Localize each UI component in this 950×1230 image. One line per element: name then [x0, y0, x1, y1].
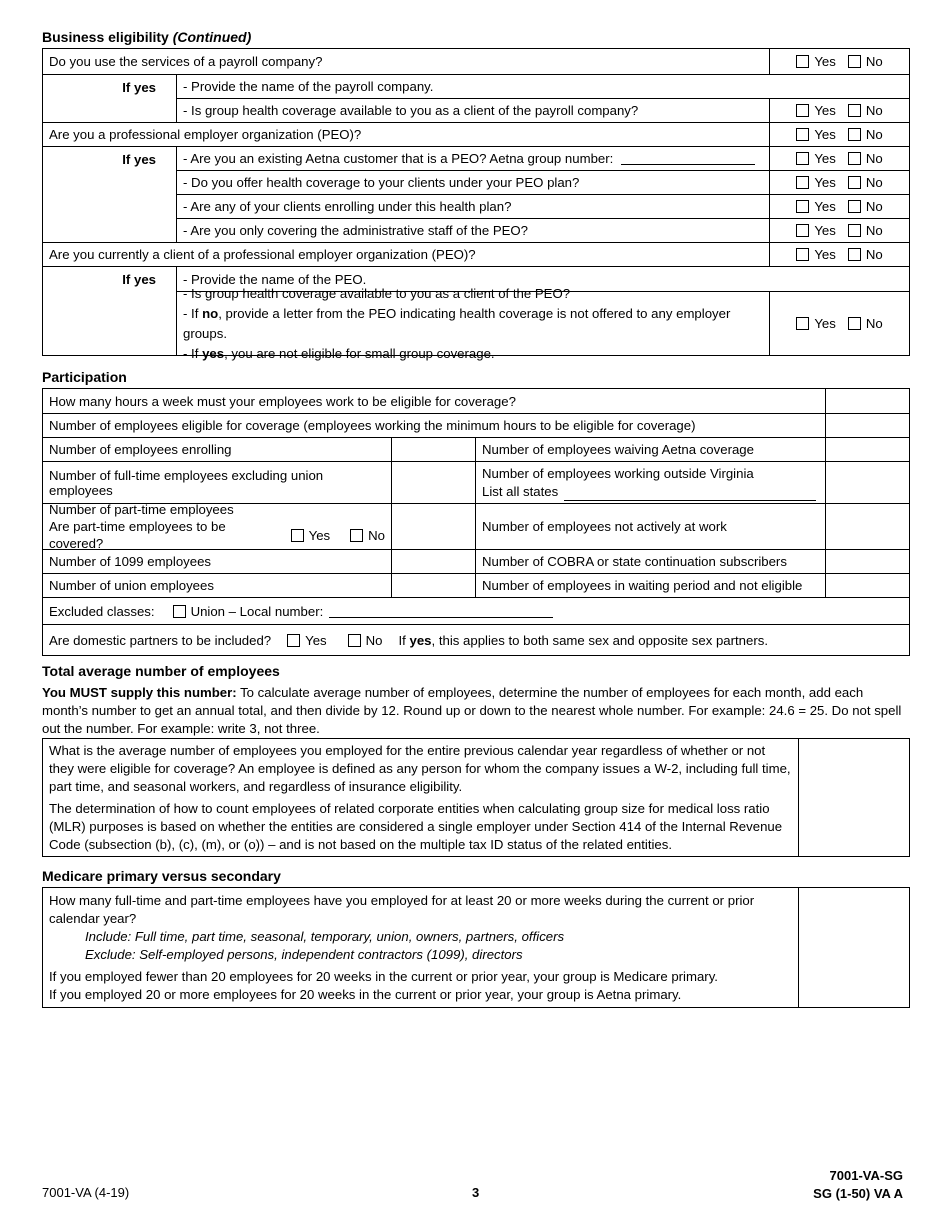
parttime-input[interactable] [392, 504, 476, 550]
footer-form-code: 7001-VA-SG SG (1-50) VA A [813, 1168, 903, 1201]
peo-no-checkbox[interactable] [848, 128, 861, 141]
not-active-input[interactable] [826, 504, 910, 550]
client-group-no-checkbox[interactable] [848, 317, 861, 330]
peo-name-field[interactable]: - Provide the name of the PEO. [177, 267, 910, 292]
parttime-no-checkbox[interactable] [350, 529, 363, 542]
peo-existing-no-checkbox[interactable] [848, 152, 861, 165]
client-yes-checkbox[interactable] [796, 248, 809, 261]
client-group-yes-checkbox[interactable] [796, 317, 809, 330]
states-input[interactable] [564, 488, 816, 501]
peo-existing-yes-checkbox[interactable] [796, 152, 809, 165]
payroll-yes-checkbox[interactable] [796, 55, 809, 68]
waiting-input[interactable] [826, 574, 910, 598]
q-client: Are you currently a client of a professional employer organization (PEO)? [43, 243, 770, 267]
medicare-employees-input[interactable] [799, 888, 910, 1008]
footer-page-number: 3 [472, 1185, 480, 1200]
total-title: Total average number of employees [42, 663, 280, 679]
footer-form-number: 7001-VA (4-19) [42, 1185, 130, 1200]
q-peo: Are you a professional employer organization (PEO)? [43, 123, 770, 147]
payroll-if-yes: If yes [43, 75, 177, 123]
fulltime-input[interactable] [392, 462, 476, 504]
peo-clients-no-checkbox[interactable] [848, 200, 861, 213]
outside-input[interactable] [826, 462, 910, 504]
payroll-no-checkbox[interactable] [848, 55, 861, 68]
union-input[interactable] [392, 574, 476, 598]
payroll-group-no-checkbox[interactable] [848, 104, 861, 117]
participation-table: How many hours a week must your employees work to be eligible for coverage? Number of employees eligible for coverage (employees working the minimum hours to be eligible for coverage) Number of employees enrolling Number of employees waiving Aetna coverage Number of full-time employees excluding union employees Number of employees working outside Virginia List all states Number of part-time employees Are part-time employees to be covered? Yes No Number of employees not actively at work Number of 1099 employees Number of COBRA or state continuation subscribers Number of union employees Number of employees in waiting period and not eligible Excluded classes: Union – Local number: Are domestic partners to be included? Yes No If yes, this applies to both same sex and opposite sex partners. [42, 388, 910, 656]
peo-clients-yes-checkbox[interactable] [796, 200, 809, 213]
peo-offer-no-checkbox[interactable] [848, 176, 861, 189]
parttime-yes-checkbox[interactable] [291, 529, 304, 542]
medicare-table: How many full-time and part-time employees have you employed for at least 20 or more weeks during the current or prior calendar year? Include: Full time, part time, seasonal, temporary, union, owners, partners, officers Exclude: Self-employed persons, independent contractors (1099), directors If you employed fewer than 20 employees for 20 weeks in the current or prior year, your group is Medicare primary. If you employed 20 or more employees for 20 weeks in the current or prior year, your group is Aetna primary. [42, 887, 910, 1008]
enrolling-input[interactable] [392, 438, 476, 462]
peo-if-yes: If yes [43, 147, 177, 243]
peo-admin-no-checkbox[interactable] [848, 224, 861, 237]
medicare-title: Medicare primary versus secondary [42, 868, 281, 884]
aetna-group-number-input[interactable] [621, 152, 755, 165]
payroll-group-yes-checkbox[interactable] [796, 104, 809, 117]
e1099-input[interactable] [392, 550, 476, 574]
union-local-input[interactable] [329, 605, 553, 618]
participation-title: Participation [42, 369, 127, 385]
client-if-yes: If yes [43, 267, 177, 356]
peo-offer-yes-checkbox[interactable] [796, 176, 809, 189]
union-local-checkbox[interactable] [173, 605, 186, 618]
total-instructions: You MUST supply this number: To calculate average number of employees, determine the number of employees for each month, add each month’s number to get an annual total, and then divide by 12. Round up or down to the nearest whole number. For example: 24.6 = 25. Do not spell out the number. For example: write 3, not three. [42, 685, 902, 736]
payroll-name-field[interactable]: - Provide the name of the payroll company. [177, 75, 910, 99]
domestic-no-checkbox[interactable] [348, 634, 361, 647]
peo-yes-checkbox[interactable] [796, 128, 809, 141]
average-employees-input[interactable] [799, 739, 910, 857]
hours-input[interactable] [826, 389, 910, 414]
domestic-yes-checkbox[interactable] [287, 634, 300, 647]
client-no-checkbox[interactable] [848, 248, 861, 261]
waiving-input[interactable] [826, 438, 910, 462]
cobra-input[interactable] [826, 550, 910, 574]
q-payroll: Do you use the services of a payroll company? [43, 49, 770, 75]
total-table: What is the average number of employees you employed for the entire previous calendar year regardless of whether or not they were eligible for coverage? An employee is defined as any person for whom the company issues a W-2, including full time, part time, and seasonal workers, and regardless of insurance eligibility. The determination of how to count employees of related corporate entities when calculating group size for medical loss ratio (MLR) purposes is based on whether the entities are considered a single employer under Section 414 of the Internal Revenue Code (subsection (b), (c), (m), or (o)) – and is not based on the multiple tax ID status of the related entities. [42, 738, 910, 857]
business-table: Do you use the services of a payroll company? Yes No If yes - Provide the name of the payroll company. - Is group health coverage available to you as a client of the payroll company? Yes No Are you a professional employer organization (PEO)? Yes No If yes - Are you an existing Aetna customer that is a PEO? Aetna group number: Yes No - Do you offer health coverage to your clients under your PEO plan? Yes No - Are any of your clients enrolling under this health plan? Yes No - Are you only covering the administrative staff of the PEO? Yes No Are you currently a client of a professional employer organization (PEO)? Yes No If yes - Provide the name of the PEO. - Is group health coverage available to you as a client of the PEO? - If no, provide a letter from the PEO indicating health coverage is not offered to any employer groups. - If yes, you are not eligible for small group coverage. Yes No [42, 48, 910, 356]
eligible-input[interactable] [826, 414, 910, 438]
peo-admin-yes-checkbox[interactable] [796, 224, 809, 237]
business-title: Business eligibility (Continued) [42, 29, 252, 45]
